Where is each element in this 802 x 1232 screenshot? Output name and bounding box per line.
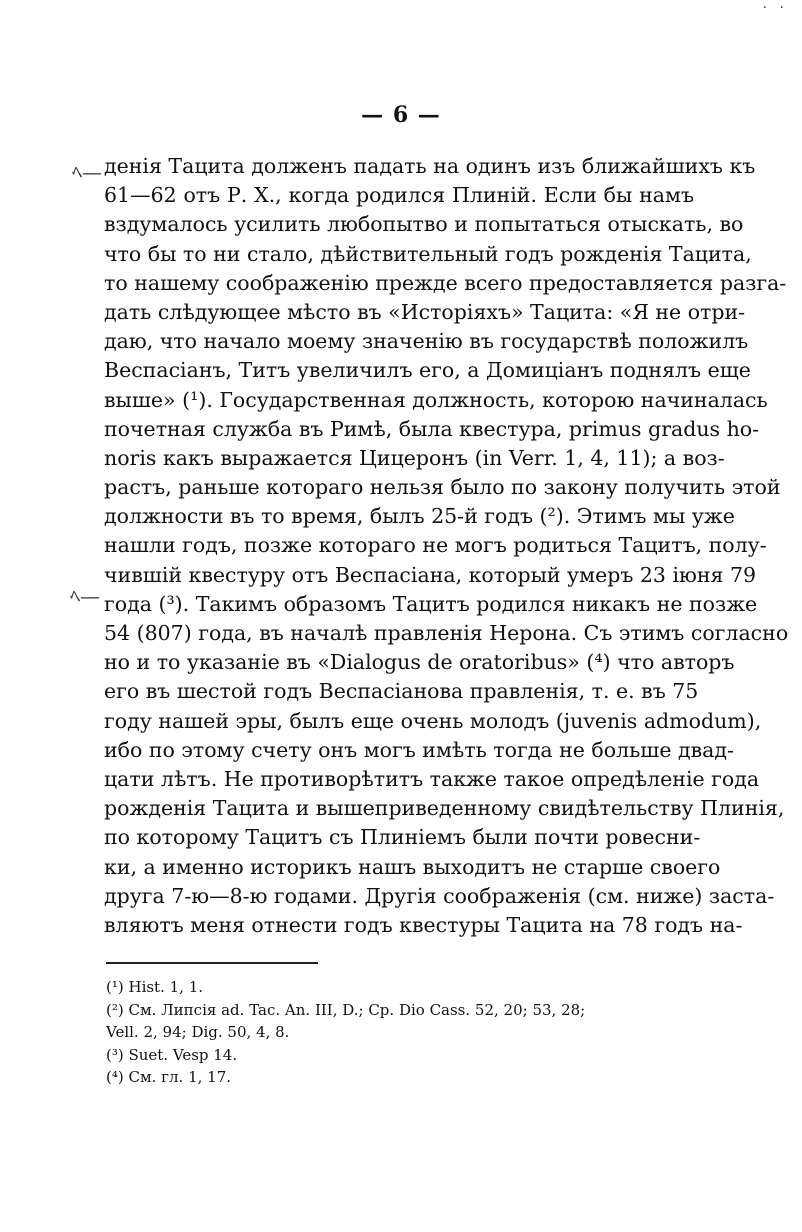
margin-mark: ﾍ—	[70, 584, 100, 608]
text-line: чившій квестуру отъ Веспасіана, который умеръ 23 іюня 79	[104, 562, 757, 587]
footnote: (³) Suet. Vesp 14.	[106, 1045, 238, 1064]
text-line: но и то указаніе въ «Dialogus de oratoribus» (⁴) что авторъ	[104, 650, 735, 675]
text-line: году нашей эры, былъ еще очень молодъ (juvenis admodum),	[104, 708, 762, 733]
text-line: noris какъ выражается Цицеронъ (in Verr. 1, 4, 11); а воз-	[104, 445, 725, 470]
text-line: вздумалось усилить любопытво и попытаться отыскать, во	[104, 212, 744, 237]
text-line: дать слѣдующее мѣсто въ «Исторіяхъ» Тацита: «Я не отри-	[104, 299, 746, 324]
text-line: 61—62 отъ Р. Х., когда родился Плиній. Если бы намъ	[104, 183, 694, 208]
text-line: почетная служба въ Римѣ, была квестура, primus gradus ho-	[104, 416, 760, 441]
text-line: 54 (807) года, въ началѣ правленія Нерона. Съ этимъ согласно	[104, 621, 789, 645]
text-line: даю, что начало моему значенію въ государствѣ положилъ	[104, 329, 749, 354]
text-line: ки, а именно историкъ нашъ выходитъ не старше своего	[104, 854, 721, 879]
footnotes	[106, 976, 696, 1089]
margin-mark: ﾍ—	[72, 160, 102, 184]
corner-specks: · ·	[762, 0, 788, 16]
text-line: друга 7-ю—8-ю годами. Другія соображенія (см. ниже) заста-	[104, 883, 775, 908]
text-line: денія Тацита долженъ падать на одинъ изъ ближайшихъ къ	[104, 154, 756, 178]
body-text	[104, 152, 789, 940]
footnote: (²) См. Липсія ad. Tac. An. III, D.; Cp. Dio Cass. 52, 20; 53, 28;	[106, 1000, 586, 1019]
text-line: года (³). Такимъ образомъ Тацитъ родился никакъ не позже	[104, 591, 758, 616]
text-line: что бы то ни стало, дѣйствительный годъ рожденія Тацита,	[104, 241, 752, 266]
text-line: рожденія Тацита и вышеприведенному свидѣтельству Плинія,	[104, 796, 785, 821]
text-line: по которому Тацитъ съ Плиніемъ были почти ровесни-	[104, 825, 701, 850]
footnote-divider	[106, 962, 318, 964]
page-number: — 6 —	[361, 102, 441, 128]
footnote: (⁴) См. гл. 1, 17.	[106, 1068, 232, 1086]
footnote: Vell. 2, 94; Dig. 50, 4, 8.	[106, 1023, 290, 1041]
text-line: растъ, раньше котораго нельзя было по закону получить этой	[104, 475, 781, 500]
footnote: (¹) Hist. 1, 1.	[106, 978, 204, 996]
text-line: то нашему соображенію прежде всего предоставляется разга-	[104, 270, 787, 295]
text-line: его въ шестой годъ Веспасіанова правленія, т. е. въ 75	[104, 679, 699, 704]
text-line: нашли годъ, позже котораго не могъ родиться Тацитъ, полу-	[104, 533, 767, 558]
text-line: должности въ то время, былъ 25-й годъ (²). Этимъ мы уже	[104, 504, 735, 529]
text-line: цати лѣтъ. Не противорѣтитъ также такое опредѣленіе года	[104, 766, 760, 791]
text-line: Веспасіанъ, Титъ увеличилъ его, а Домиціанъ поднялъ еще	[104, 358, 751, 383]
text-line: выше» (¹). Государственная должность, которою начиналась	[104, 387, 768, 412]
text-line: вляютъ меня отнести годъ квестуры Тацита на 78 годъ на-	[104, 912, 743, 937]
text-line: ибо по этому счету онъ могъ имѣть тогда не больше двад-	[104, 737, 734, 762]
